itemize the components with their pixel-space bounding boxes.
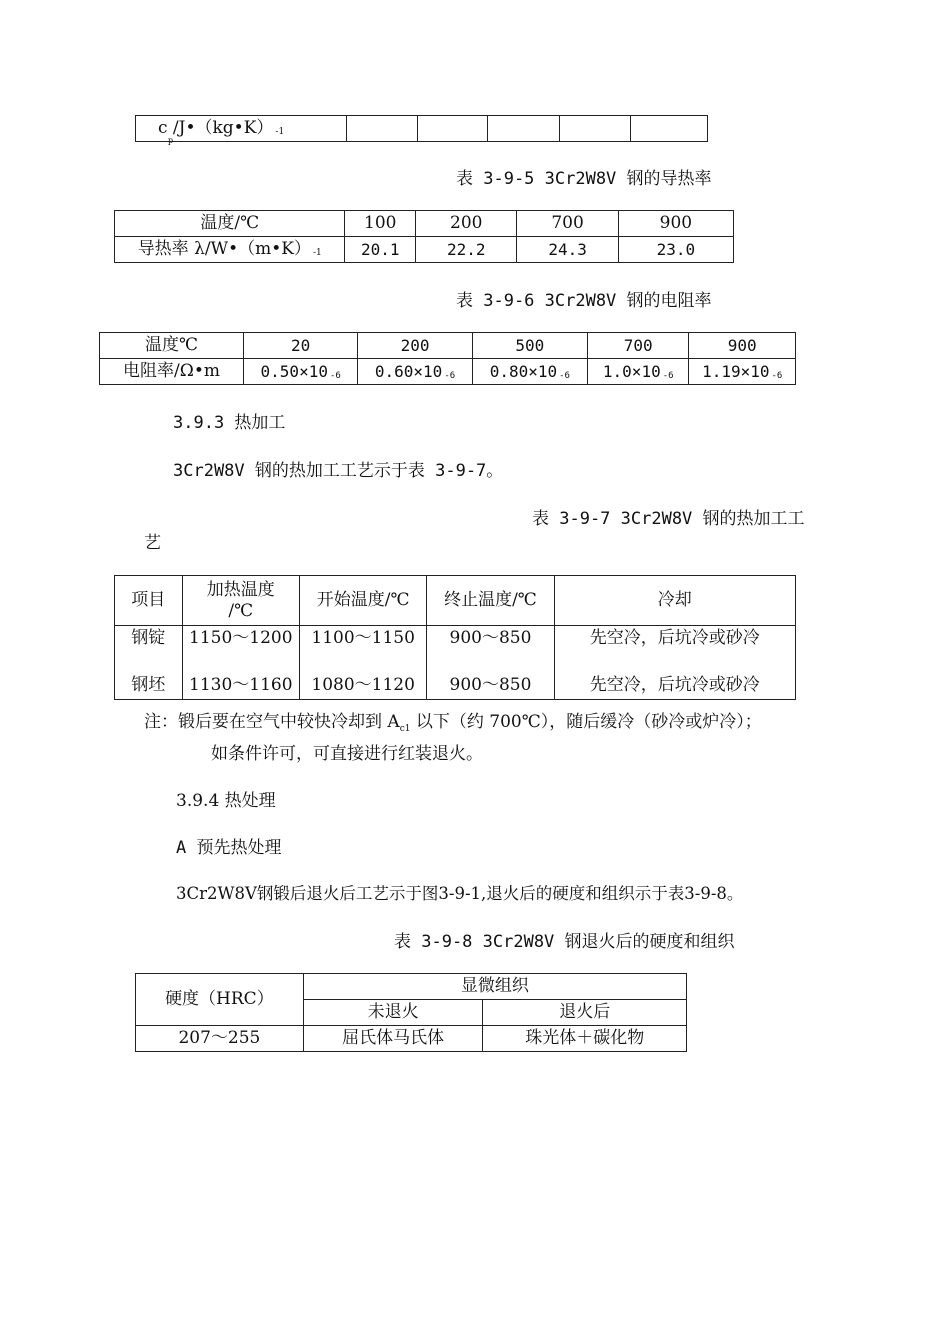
table-cell: 1150～1200 1130～1160 bbox=[182, 626, 299, 700]
table-row bbox=[136, 1026, 687, 1052]
section-paragraph: 3Cr2W8V 钢的热加工工艺示于表 3-9-7。 bbox=[173, 461, 504, 481]
table-cell: 钢锭 钢坯 bbox=[115, 626, 183, 700]
table-cell: 900～850 900～850 bbox=[427, 626, 554, 700]
table-row bbox=[115, 576, 796, 626]
header-cell: 700 bbox=[588, 333, 689, 359]
header-cell: 200 bbox=[358, 333, 472, 359]
table-cell: 先空冷，后坑冷或砂冷 先空冷，后坑冷或砂冷 bbox=[554, 626, 795, 700]
header-cell: 900 bbox=[618, 211, 733, 237]
table-cell: 珠光体＋碳化物 bbox=[483, 1026, 687, 1052]
table-cell: 屈氏体马氏体 bbox=[303, 1026, 483, 1052]
specific-heat-table bbox=[135, 115, 708, 145]
annealing-table bbox=[135, 973, 687, 1052]
header-cell: 200 bbox=[416, 211, 517, 237]
table-cell: 0.50×10 -6 bbox=[244, 359, 358, 385]
header-cell: 700 bbox=[517, 211, 618, 237]
table-cell: 0.60×10 -6 bbox=[358, 359, 472, 385]
header-cell: 硬度（HRC） bbox=[136, 974, 304, 1026]
header-cell: 未退火 bbox=[303, 1000, 483, 1026]
header-cell: 项目 bbox=[115, 576, 183, 626]
table-row bbox=[136, 116, 708, 142]
table-row bbox=[115, 626, 796, 700]
table-cell bbox=[418, 116, 488, 142]
table-note-continued: 如条件许可，可直接进行红装退火。 bbox=[211, 744, 483, 764]
header-cell: 显微组织 bbox=[303, 974, 686, 1000]
header-cell: 冷却 bbox=[554, 576, 795, 626]
specific-heat-label: c /J•（kg•K） -1 p bbox=[136, 116, 347, 142]
header-cell: 开始温度/℃ bbox=[300, 576, 427, 626]
table-cell: 1.0×10 -6 bbox=[588, 359, 689, 385]
table-cell: 1.19×10 -6 bbox=[689, 359, 796, 385]
table-row bbox=[100, 359, 796, 385]
section-heading-3-9-3: 3.9.3 热加工 bbox=[173, 413, 286, 433]
table-row bbox=[115, 211, 734, 237]
table-caption-3-9-6: 表 3-9-6 3Cr2W8V 钢的电阻率 bbox=[456, 291, 712, 311]
section-paragraph: 3Cr2W8V钢锻后退火后工艺示于图3-9-1,退火后的硬度和组织示于表3-9-8。 bbox=[176, 884, 744, 903]
table-cell: 24.3 bbox=[517, 237, 618, 263]
table-row bbox=[136, 974, 687, 1000]
table-cell bbox=[630, 116, 707, 142]
table-caption-3-9-7: 表 3-9-7 3Cr2W8V 钢的热加工工 bbox=[532, 509, 805, 529]
row-label: 导热率 λ/W•（m•K） -1 bbox=[115, 237, 345, 263]
row-label: 电阻率/Ω•m bbox=[100, 359, 244, 385]
table-cell: 22.2 bbox=[416, 237, 517, 263]
subscript-p: p bbox=[168, 136, 174, 145]
header-cell: 退火后 bbox=[483, 1000, 687, 1026]
hot-working-table bbox=[114, 575, 796, 700]
table-cell: 1100～1150 1080～1120 bbox=[300, 626, 427, 700]
table-cell: 23.0 bbox=[618, 237, 733, 263]
table-caption-3-9-7-continued: 艺 bbox=[144, 533, 161, 553]
header-cell: 加热温度 /℃ bbox=[182, 576, 299, 626]
subsection-heading: A 预先热处理 bbox=[176, 838, 282, 858]
section-heading-3-9-4: 3.9.4 热处理 bbox=[176, 791, 276, 811]
thermal-conductivity-table bbox=[114, 210, 734, 263]
table-cell: 0.80×10 -6 bbox=[472, 359, 587, 385]
header-cell: 20 bbox=[244, 333, 358, 359]
table-caption-3-9-8: 表 3-9-8 3Cr2W8V 钢退火后的硬度和组织 bbox=[394, 932, 735, 952]
table-cell bbox=[488, 116, 559, 142]
header-cell: 100 bbox=[345, 211, 416, 237]
header-cell: 500 bbox=[472, 333, 587, 359]
table-caption-3-9-5: 表 3-9-5 3Cr2W8V 钢的导热率 bbox=[456, 169, 712, 189]
table-cell bbox=[559, 116, 630, 142]
table-row bbox=[115, 237, 734, 263]
header-cell: 终止温度/℃ bbox=[427, 576, 554, 626]
table-cell: 20.1 bbox=[345, 237, 416, 263]
header-cell: 温度℃ bbox=[100, 333, 244, 359]
table-cell: 207～255 bbox=[136, 1026, 304, 1052]
header-cell: 900 bbox=[689, 333, 796, 359]
table-cell bbox=[346, 116, 417, 142]
table-row bbox=[100, 333, 796, 359]
resistivity-table bbox=[99, 332, 796, 385]
header-cell: 温度/℃ bbox=[115, 211, 345, 237]
table-note: 注：锻后要在空气中较快冷却到 $A_{c1}$ 以下（约 700℃），随后缓冷（砂冷或炉冷）； bbox=[144, 712, 762, 734]
